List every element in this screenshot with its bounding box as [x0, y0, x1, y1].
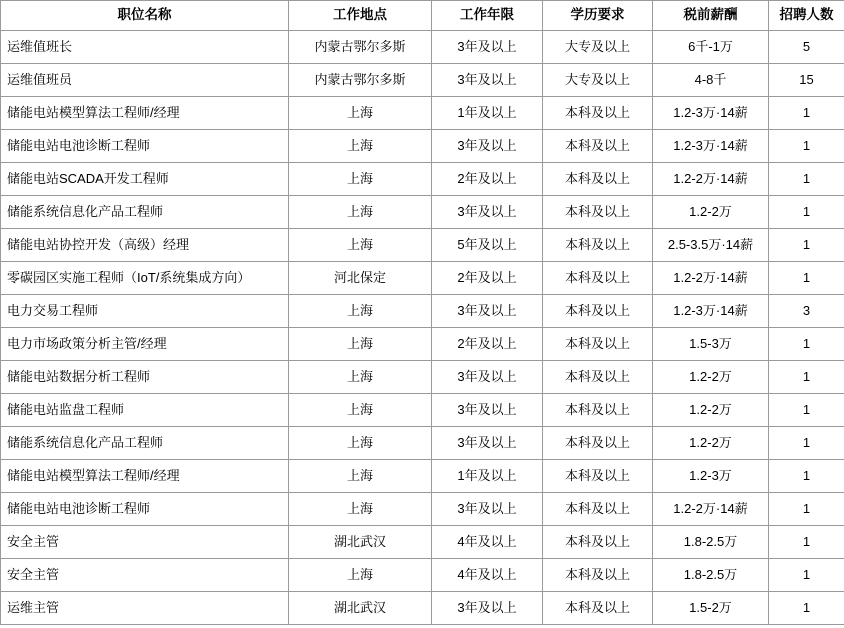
- cell-salary: 1.2-2万: [653, 427, 769, 460]
- table-row: [1, 559, 844, 592]
- cell-location: 上海: [289, 229, 432, 262]
- cell-salary: 1.2-2万·14薪: [653, 262, 769, 295]
- table-row: [1, 394, 844, 427]
- cell-salary: 1.2-3万·14薪: [653, 97, 769, 130]
- table-row: [1, 262, 844, 295]
- cell-title: 运维值班长: [1, 31, 289, 64]
- cell-count: 1: [769, 229, 844, 262]
- column-header-experience: 工作年限: [432, 1, 543, 31]
- cell-title: 电力市场政策分析主管/经理: [1, 328, 289, 361]
- cell-experience: 1年及以上: [432, 97, 543, 130]
- cell-count: 1: [769, 97, 844, 130]
- cell-location: 内蒙古鄂尔多斯: [289, 31, 432, 64]
- cell-salary: 1.8-2.5万: [653, 526, 769, 559]
- cell-title: 储能电站监盘工程师: [1, 394, 289, 427]
- cell-experience: 3年及以上: [432, 361, 543, 394]
- table-row: [1, 97, 844, 130]
- cell-location: 内蒙古鄂尔多斯: [289, 64, 432, 97]
- cell-count: 1: [769, 328, 844, 361]
- cell-count: 1: [769, 163, 844, 196]
- cell-salary: 1.2-2万: [653, 361, 769, 394]
- cell-salary: 1.2-3万: [653, 460, 769, 493]
- cell-experience: 3年及以上: [432, 394, 543, 427]
- cell-title: 储能电站数据分析工程师: [1, 361, 289, 394]
- cell-salary: 4-8千: [653, 64, 769, 97]
- cell-education: 本科及以上: [543, 460, 653, 493]
- cell-education: 本科及以上: [543, 427, 653, 460]
- cell-count: 1: [769, 526, 844, 559]
- cell-location: 上海: [289, 163, 432, 196]
- table-header: [1, 1, 844, 31]
- cell-count: 5: [769, 31, 844, 64]
- cell-location: 河北保定: [289, 262, 432, 295]
- cell-location: 上海: [289, 361, 432, 394]
- cell-experience: 2年及以上: [432, 328, 543, 361]
- table-row: [1, 526, 844, 559]
- cell-title: 运维主管: [1, 592, 289, 625]
- table-row: [1, 196, 844, 229]
- cell-location: 上海: [289, 394, 432, 427]
- cell-salary: 1.2-2万·14薪: [653, 163, 769, 196]
- cell-experience: 5年及以上: [432, 229, 543, 262]
- cell-count: 1: [769, 196, 844, 229]
- cell-education: 本科及以上: [543, 196, 653, 229]
- column-header-location: 工作地点: [289, 1, 432, 31]
- cell-education: 本科及以上: [543, 394, 653, 427]
- table-row: [1, 427, 844, 460]
- cell-title: 安全主管: [1, 526, 289, 559]
- cell-location: 上海: [289, 97, 432, 130]
- cell-education: 大专及以上: [543, 31, 653, 64]
- cell-education: 本科及以上: [543, 262, 653, 295]
- cell-title: 储能电站SCADA开发工程师: [1, 163, 289, 196]
- cell-count: 3: [769, 295, 844, 328]
- cell-salary: 2.5-3.5万·14薪: [653, 229, 769, 262]
- cell-count: 1: [769, 592, 844, 625]
- column-header-title: 职位名称: [1, 1, 289, 31]
- cell-location: 上海: [289, 295, 432, 328]
- cell-count: 1: [769, 361, 844, 394]
- table-row: [1, 64, 844, 97]
- cell-experience: 3年及以上: [432, 196, 543, 229]
- cell-experience: 4年及以上: [432, 526, 543, 559]
- cell-count: 1: [769, 460, 844, 493]
- cell-education: 本科及以上: [543, 229, 653, 262]
- cell-education: 本科及以上: [543, 97, 653, 130]
- table-row: [1, 328, 844, 361]
- cell-title: 储能电站模型算法工程师/经理: [1, 460, 289, 493]
- cell-education: 大专及以上: [543, 64, 653, 97]
- cell-salary: 1.2-3万·14薪: [653, 130, 769, 163]
- cell-salary: 1.2-2万: [653, 196, 769, 229]
- column-header-salary: 税前薪酬: [653, 1, 769, 31]
- cell-location: 湖北武汉: [289, 526, 432, 559]
- cell-education: 本科及以上: [543, 526, 653, 559]
- cell-education: 本科及以上: [543, 295, 653, 328]
- cell-title: 储能电站模型算法工程师/经理: [1, 97, 289, 130]
- cell-salary: 1.2-2万: [653, 394, 769, 427]
- cell-location: 上海: [289, 196, 432, 229]
- cell-education: 本科及以上: [543, 592, 653, 625]
- cell-salary: 6千-1万: [653, 31, 769, 64]
- cell-title: 安全主管: [1, 559, 289, 592]
- table-row: [1, 31, 844, 64]
- cell-location: 上海: [289, 559, 432, 592]
- header-row: [1, 1, 844, 31]
- cell-count: 1: [769, 394, 844, 427]
- cell-education: 本科及以上: [543, 361, 653, 394]
- column-header-education: 学历要求: [543, 1, 653, 31]
- cell-title: 零碳园区实施工程师（IoT/系统集成方向）: [1, 262, 289, 295]
- cell-count: 1: [769, 427, 844, 460]
- cell-education: 本科及以上: [543, 163, 653, 196]
- cell-experience: 3年及以上: [432, 493, 543, 526]
- cell-title: 储能系统信息化产品工程师: [1, 427, 289, 460]
- cell-experience: 3年及以上: [432, 31, 543, 64]
- cell-salary: 1.5-3万: [653, 328, 769, 361]
- cell-title: 储能系统信息化产品工程师: [1, 196, 289, 229]
- cell-experience: 3年及以上: [432, 295, 543, 328]
- cell-salary: 1.2-2万·14薪: [653, 493, 769, 526]
- cell-experience: 3年及以上: [432, 427, 543, 460]
- cell-location: 上海: [289, 328, 432, 361]
- cell-education: 本科及以上: [543, 493, 653, 526]
- cell-title: 储能电站协控开发（高级）经理: [1, 229, 289, 262]
- table-row: [1, 361, 844, 394]
- cell-title: 储能电站电池诊断工程师: [1, 130, 289, 163]
- cell-experience: 3年及以上: [432, 130, 543, 163]
- cell-education: 本科及以上: [543, 559, 653, 592]
- cell-salary: 1.2-3万·14薪: [653, 295, 769, 328]
- cell-education: 本科及以上: [543, 328, 653, 361]
- table-row: [1, 460, 844, 493]
- cell-location: 上海: [289, 493, 432, 526]
- cell-title: 运维值班员: [1, 64, 289, 97]
- table-row: [1, 592, 844, 625]
- table-body: [1, 31, 844, 625]
- cell-location: 上海: [289, 460, 432, 493]
- column-header-count: 招聘人数: [769, 1, 844, 31]
- table-row: [1, 163, 844, 196]
- cell-experience: 3年及以上: [432, 592, 543, 625]
- table-row: [1, 229, 844, 262]
- cell-experience: 2年及以上: [432, 262, 543, 295]
- table-row: [1, 295, 844, 328]
- cell-education: 本科及以上: [543, 130, 653, 163]
- cell-salary: 1.5-2万: [653, 592, 769, 625]
- cell-location: 上海: [289, 427, 432, 460]
- cell-count: 15: [769, 64, 844, 97]
- cell-count: 1: [769, 559, 844, 592]
- table-row: [1, 493, 844, 526]
- cell-location: 湖北武汉: [289, 592, 432, 625]
- table-row: [1, 130, 844, 163]
- cell-experience: 2年及以上: [432, 163, 543, 196]
- cell-title: 储能电站电池诊断工程师: [1, 493, 289, 526]
- cell-count: 1: [769, 130, 844, 163]
- cell-experience: 3年及以上: [432, 64, 543, 97]
- cell-experience: 1年及以上: [432, 460, 543, 493]
- cell-count: 1: [769, 493, 844, 526]
- cell-experience: 4年及以上: [432, 559, 543, 592]
- cell-title: 电力交易工程师: [1, 295, 289, 328]
- cell-count: 1: [769, 262, 844, 295]
- cell-salary: 1.8-2.5万: [653, 559, 769, 592]
- cell-location: 上海: [289, 130, 432, 163]
